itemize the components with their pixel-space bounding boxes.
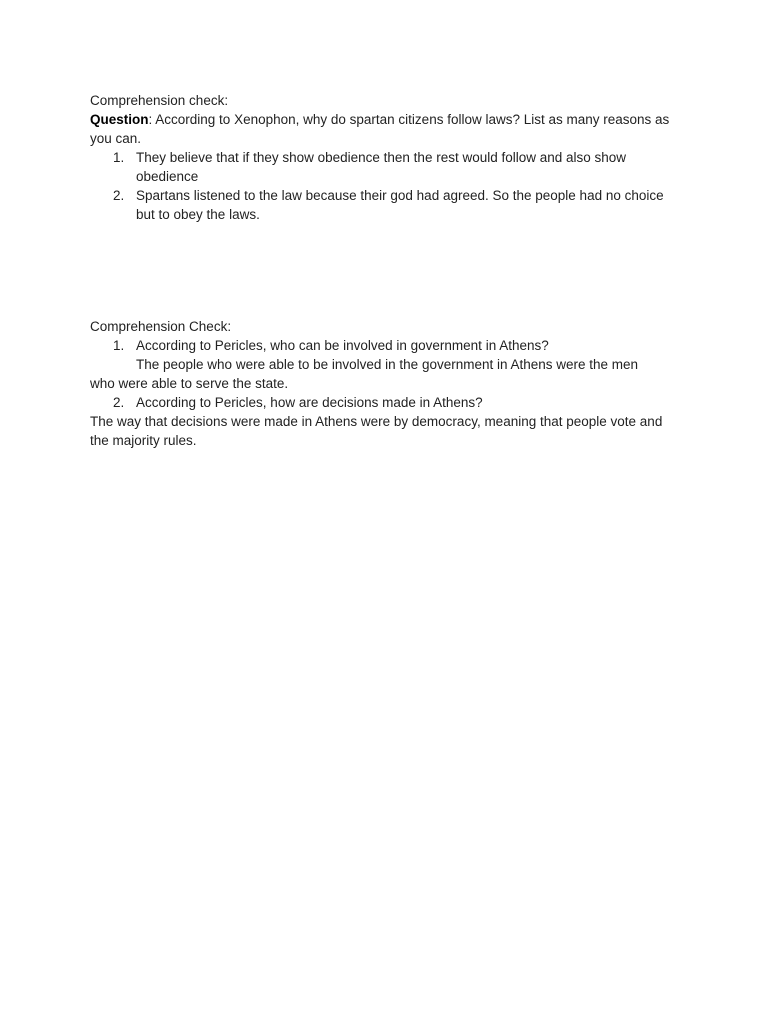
list-item-text: They believe that if they show obedience then the rest would follow and also show obedience xyxy=(136,150,627,184)
list-number: 1. xyxy=(113,150,125,165)
question-paragraph xyxy=(90,110,680,148)
section-athens-government xyxy=(90,317,690,450)
list-item-text: According to Pericles, how are decisions made in Athens? xyxy=(136,395,483,410)
list-item xyxy=(90,186,681,224)
list-item xyxy=(90,148,681,186)
section-heading: Comprehension check: xyxy=(90,93,229,108)
section-spartan-laws xyxy=(90,91,690,224)
list-item xyxy=(90,393,690,412)
list-number: 2. xyxy=(113,188,125,203)
question-text: : According to Xenophon, why do spartan citizens follow laws? List as many reasons as you can. xyxy=(90,112,670,146)
section-heading: Comprehension Check: xyxy=(90,319,232,334)
answer-line: The people who were able to be involved in the government in Athens were the men xyxy=(136,357,639,372)
list-number: 1. xyxy=(113,338,125,353)
question-label: Question xyxy=(90,112,149,127)
answer-line: who were able to serve the state. xyxy=(90,376,289,391)
answer-paragraph: The way that decisions were made in Athens were by democracy, meaning that people vote and the majority rules. xyxy=(90,414,663,448)
list-item xyxy=(90,336,690,355)
list-item-text: According to Pericles, who can be involved in government in Athens? xyxy=(136,338,549,353)
list-number: 2. xyxy=(113,395,125,410)
list-item-text: Spartans listened to the law because their god had agreed. So the people had no choice but to obey the laws. xyxy=(136,188,664,222)
